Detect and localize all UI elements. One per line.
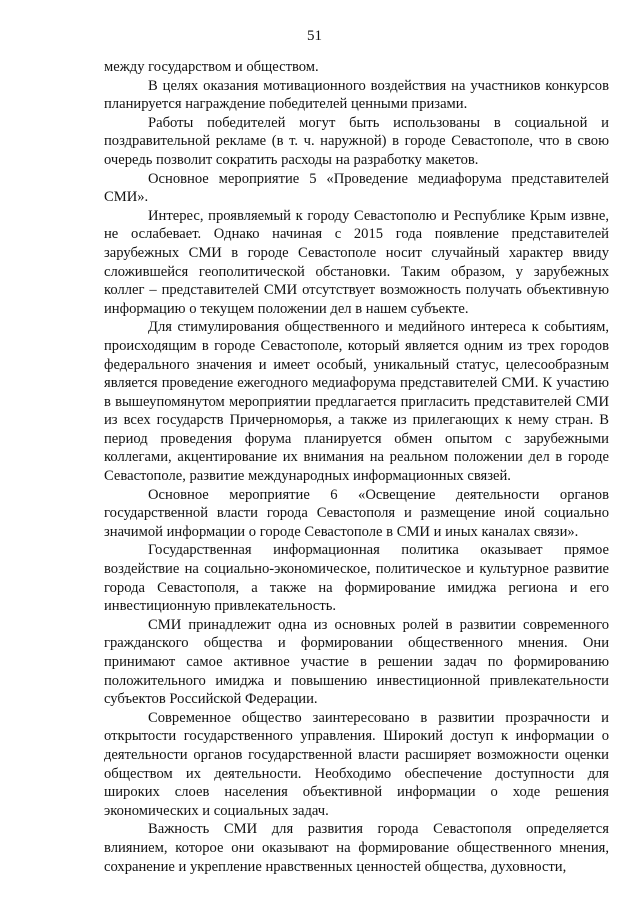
paragraph: Важность СМИ для развития города Севастополя определяется влиянием, которое они оказывают на формирование общественного мнения, сохранение и укрепление нравственных ценностей общества, духовности, <box>104 821 609 875</box>
section-heading-paragraph: Основное мероприятие 5 «Проведение медиафорума представителей СМИ». <box>104 170 609 206</box>
paragraph: СМИ принадлежит одна из основных ролей в развитии современного гражданского общества и формировании общественного мнения. Они принимают самое активное участие в решении задач по формированию положительного имиджа и повышению инвестиционной привлекательности субъектов Российской Федерации. <box>104 616 609 708</box>
paragraph: В целях оказания мотивационного воздействия на участников конкурсов планируется награждение победителей ценными призами. <box>104 77 609 113</box>
paragraph: Интерес, проявляемый к городу Севастополю и Республике Крым извне, не ослабевает. Однако начиная с 2015 года появление представителей зарубежных СМИ в городе Севастополе носит случайный характер ввиду сложившейся геополитической обстановки. Таким образом, у зарубежных коллег – представителей СМИ отсутствует возможность получать объективную информацию о текущем положении дел в нашем субъекте. <box>104 207 609 317</box>
paragraph: Работы победителей могут быть использованы в социальной и поздравительной рекламе (в т. ч. наружной) в городе Севастополе, что в свою очередь позволит сократить расходы на разработку макетов. <box>104 114 609 168</box>
body-text <box>104 58 609 876</box>
paragraph: Современное общество заинтересовано в развитии прозрачности и открытости государственного управления. Широкий доступ к информации о деятельности органов государственной власти расширяет возможности оценки обществом их деятельности. Необходимо обеспечение доступности для широких слоев населения объективной информации о ходе решения экономических и социальных задач. <box>104 709 609 819</box>
section-heading-paragraph: Основное мероприятие 6 «Освещение деятельности органов государственной власти города Севастополя и размещение иной социально значимой информации о городе Севастополе в СМИ и иных каналах связи». <box>104 486 609 540</box>
paragraph: Для стимулирования общественного и медийного интереса к событиям, происходящим в городе Севастополе, который является одним из трех городов федерального значения и имеет особый, уникальный статус, целесообразным является проведение ежегодного медиафорума представителей СМИ. К участию в вышеупомянутом мероприятии предлагается пригласить представителей СМИ из всех государств Причерноморья, а также из прилегающих к нему стран. В период проведения форума планируется обмен опытом с зарубежными коллегами, акцентирование их внимания на реальном положении дел в городе Севастополе, развитие международных информационных связей. <box>104 319 609 485</box>
page-number: 51 <box>307 28 322 44</box>
paragraph: Государственная информационная политика оказывает прямое воздействие на социально-экономическое, политическое и культурное развитие города Севастополя, а также на формирование имиджа региона и его инвестиционную привлекательность. <box>104 542 609 615</box>
paragraph: между государством и обществом. <box>104 59 319 75</box>
